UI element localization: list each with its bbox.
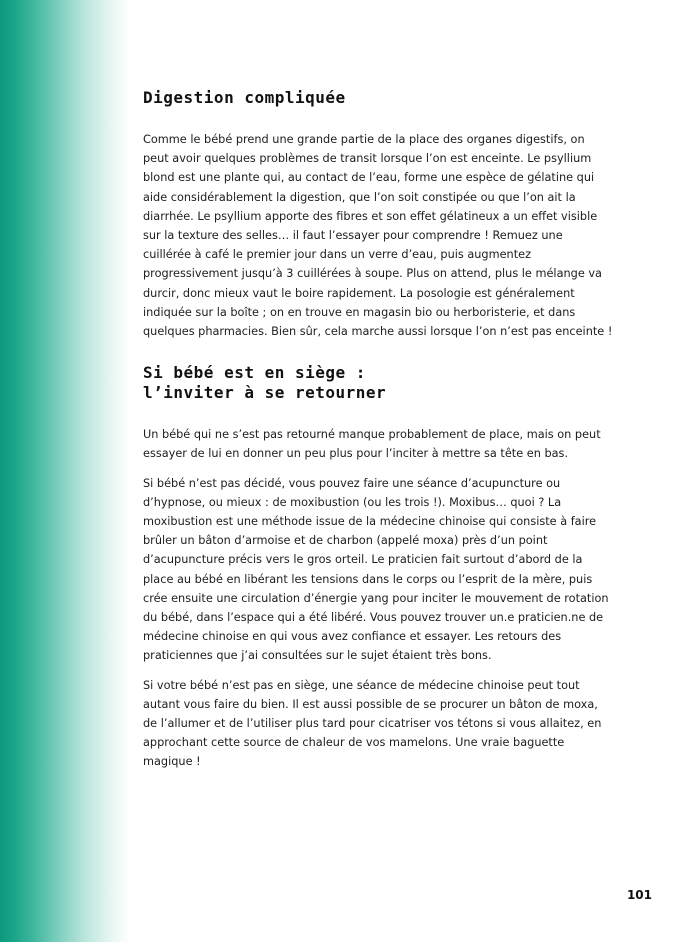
paragraph-digestion: Comme le bébé prend une grande partie de la place des organes digestifs, on peut avoir quelques problèmes de transit lorsque l’on est enceinte. Le psyllium blond est une plante qui, au contact de l’eau, forme une espèce de gélatine qui aide considérablement la digestion, que l’on soit constipée ou que l’on ait la diarrhée. Le psyllium apporte des fibres et son effet gélatineux a un effet visible sur la texture des selles… il faut l’essayer pour comprendre ! Remuez une cuillérée à café le premier jour dans un verre d’eau, puis augmentez progressivement jusqu’à 3 cuillérées à soupe. Plus on attend, plus le mélange va durcir, donc mieux vaut le boire rapidement. La posologie est généralement indiquée sur la boîte ; on en trouve en magasin bio ou herboristerie, et dans quelques pharmacies. Bien sûr, cela marche aussi lorsque l’on n’est pas enceinte ! xyxy=(143,133,613,339)
paragraph-siege-2: Si bébé n’est pas décidé, vous pouvez faire une séance d’acupuncture ou d’hypnose, ou mieux : de moxibustion (ou les trois !). Moxibus… quoi ? La moxibustion est une méthode issue de la médecine chinoise qui consiste à faire brûler un bâton d’armoise et de charbon (appelé moxa) près d’un point d’acupuncture précis vers le gros orteil. Le praticien fait surtout d’abord de la place au bébé en libérant les tensions dans le corps ou l’esprit de la mère, puis crée ensuite une circulation d’énergie yang pour inciter le mouvement de rotation du bébé, dans l’espace qui a été libéré. Vous pouvez trouver un.e praticien.ne de médecine chinoise en qui vous avez confiance et essayer. Les retours des praticiennes que j’ai consultées sur le sujet étaient très bons. xyxy=(143,476,609,663)
section-heading-siege-line1: Si bébé est en siège : xyxy=(143,363,366,383)
section-heading-digestion: Digestion compliquée xyxy=(143,88,346,107)
paragraph-siege-1: Un bébé qui ne s’est pas retourné manque probablement de place, mais on peut essayer de lui en donner un peu plus pour l’inciter à mettre sa tête en bas. xyxy=(143,428,601,461)
decorative-side-band xyxy=(0,0,130,942)
page-content xyxy=(143,88,613,782)
section-heading-siege xyxy=(143,363,613,403)
paragraph-siege-3: Si votre bébé n’est pas en siège, une séance de médecine chinoise peut tout autant vous faire du bien. Il est aussi possible de se procurer un bâton de moxa, de l’allumer et de l’utiliser plus tard pour cicatriser vos tétons si vous allaitez, en approchant cette source de chaleur de vos mamelons. Une vraie baguette magique ! xyxy=(143,678,602,769)
section-heading-siege-line2: l’inviter à se retourner xyxy=(143,383,387,403)
page-number: 101 xyxy=(626,888,652,902)
